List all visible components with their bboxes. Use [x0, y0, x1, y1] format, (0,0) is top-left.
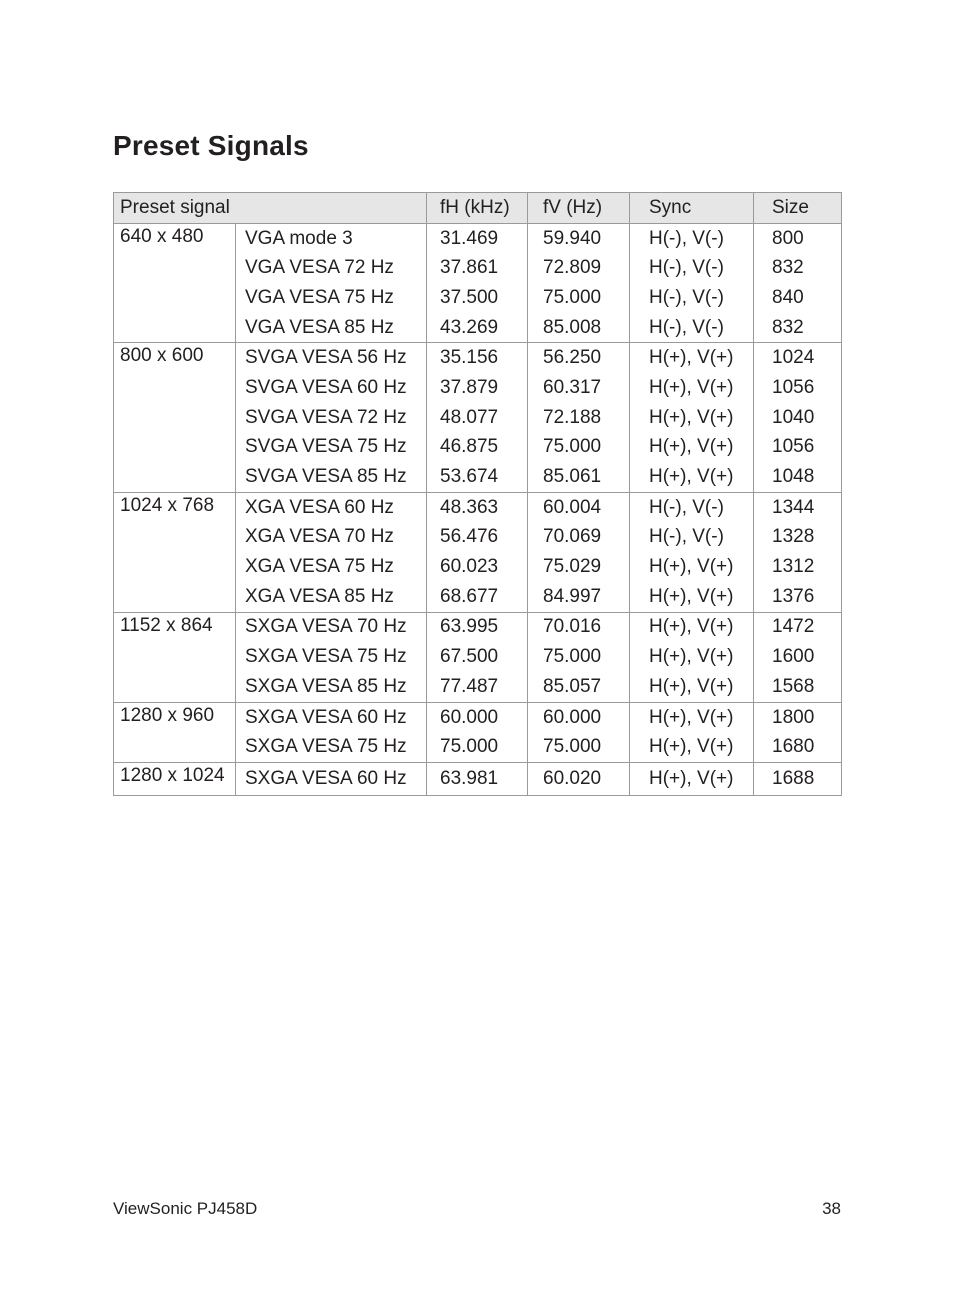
- sync-cell: H(+), V(+): [630, 582, 754, 612]
- size-cell: 840: [754, 283, 842, 313]
- fh-cell: 31.469: [427, 223, 528, 253]
- resolution-cell: 1152 x 864: [114, 612, 236, 702]
- page-number: 38: [822, 1199, 841, 1218]
- header-size: Size: [754, 193, 842, 224]
- mode-cell: SXGA VESA 75 Hz: [236, 732, 427, 762]
- fv-cell: 85.057: [528, 672, 630, 702]
- table-row: [114, 612, 842, 642]
- mode-cell: SXGA VESA 85 Hz: [236, 672, 427, 702]
- table-row: [114, 223, 842, 253]
- sync-cell: H(-), V(-): [630, 492, 754, 522]
- fh-cell: 37.500: [427, 283, 528, 313]
- mode-cell: SVGA VESA 72 Hz: [236, 403, 427, 433]
- sync-cell: H(+), V(+): [630, 343, 754, 373]
- mode-cell: VGA VESA 72 Hz: [236, 253, 427, 283]
- size-cell: 1800: [754, 702, 842, 732]
- fh-cell: 68.677: [427, 582, 528, 612]
- table-row: [114, 343, 842, 373]
- fh-cell: 48.077: [427, 403, 528, 433]
- size-cell: 1024: [754, 343, 842, 373]
- sync-cell: H(-), V(-): [630, 223, 754, 253]
- size-cell: 800: [754, 223, 842, 253]
- fv-cell: 72.809: [528, 253, 630, 283]
- page-title: Preset Signals: [113, 130, 309, 161]
- size-cell: 1472: [754, 612, 842, 642]
- preset-signals-table: [113, 192, 842, 796]
- size-cell: 832: [754, 253, 842, 283]
- fv-cell: 56.250: [528, 343, 630, 373]
- table-row: [114, 763, 842, 796]
- mode-cell: SXGA VESA 60 Hz: [236, 702, 427, 732]
- mode-cell: SVGA VESA 75 Hz: [236, 433, 427, 463]
- size-cell: 832: [754, 313, 842, 343]
- fh-cell: 60.000: [427, 702, 528, 732]
- size-cell: 1040: [754, 403, 842, 433]
- fv-cell: 72.188: [528, 403, 630, 433]
- table-header-row: [114, 193, 842, 224]
- size-cell: 1312: [754, 552, 842, 582]
- header-sync: Sync: [630, 193, 754, 224]
- sync-cell: H(+), V(+): [630, 672, 754, 702]
- size-cell: 1680: [754, 732, 842, 762]
- fh-cell: 43.269: [427, 313, 528, 343]
- fv-cell: 60.317: [528, 373, 630, 403]
- sync-cell: H(+), V(+): [630, 403, 754, 433]
- mode-cell: SXGA VESA 60 Hz: [236, 763, 427, 796]
- mode-cell: SVGA VESA 85 Hz: [236, 462, 427, 492]
- fv-cell: 75.000: [528, 732, 630, 762]
- fv-cell: 75.029: [528, 552, 630, 582]
- fv-cell: 60.000: [528, 702, 630, 732]
- mode-cell: VGA VESA 75 Hz: [236, 283, 427, 313]
- size-cell: 1048: [754, 462, 842, 492]
- fv-cell: 59.940: [528, 223, 630, 253]
- fv-cell: 70.016: [528, 612, 630, 642]
- sync-cell: H(-), V(-): [630, 253, 754, 283]
- size-cell: 1056: [754, 433, 842, 463]
- fv-cell: 85.008: [528, 313, 630, 343]
- resolution-cell: 1280 x 1024: [114, 763, 236, 796]
- sync-cell: H(+), V(+): [630, 552, 754, 582]
- sync-cell: H(+), V(+): [630, 373, 754, 403]
- table-row: [114, 702, 842, 732]
- fh-cell: 35.156: [427, 343, 528, 373]
- sync-cell: H(+), V(+): [630, 642, 754, 672]
- fh-cell: 75.000: [427, 732, 528, 762]
- header-fv: fV (Hz): [528, 193, 630, 224]
- mode-cell: VGA VESA 85 Hz: [236, 313, 427, 343]
- resolution-cell: 1280 x 960: [114, 702, 236, 762]
- sync-cell: H(-), V(-): [630, 313, 754, 343]
- mode-cell: XGA VESA 70 Hz: [236, 523, 427, 553]
- size-cell: 1600: [754, 642, 842, 672]
- footer-product-name: ViewSonic PJ458D: [113, 1199, 258, 1218]
- resolution-cell: 1024 x 768: [114, 492, 236, 612]
- mode-cell: XGA VESA 85 Hz: [236, 582, 427, 612]
- table-row: [114, 492, 842, 522]
- sync-cell: H(+), V(+): [630, 462, 754, 492]
- sync-cell: H(-), V(-): [630, 283, 754, 313]
- fv-cell: 60.020: [528, 763, 630, 796]
- mode-cell: XGA VESA 60 Hz: [236, 492, 427, 522]
- mode-cell: SXGA VESA 75 Hz: [236, 642, 427, 672]
- resolution-cell: 640 x 480: [114, 223, 236, 343]
- size-cell: 1328: [754, 523, 842, 553]
- mode-cell: SVGA VESA 60 Hz: [236, 373, 427, 403]
- fv-cell: 85.061: [528, 462, 630, 492]
- fh-cell: 37.879: [427, 373, 528, 403]
- sync-cell: H(+), V(+): [630, 732, 754, 762]
- fv-cell: 60.004: [528, 492, 630, 522]
- size-cell: 1344: [754, 492, 842, 522]
- fh-cell: 63.995: [427, 612, 528, 642]
- sync-cell: H(+), V(+): [630, 763, 754, 796]
- table-body: [114, 223, 842, 795]
- fh-cell: 60.023: [427, 552, 528, 582]
- fh-cell: 48.363: [427, 492, 528, 522]
- size-cell: 1688: [754, 763, 842, 796]
- fh-cell: 37.861: [427, 253, 528, 283]
- fh-cell: 56.476: [427, 523, 528, 553]
- mode-cell: SVGA VESA 56 Hz: [236, 343, 427, 373]
- resolution-cell: 800 x 600: [114, 343, 236, 492]
- fv-cell: 75.000: [528, 433, 630, 463]
- fv-cell: 75.000: [528, 283, 630, 313]
- header-fh: fH (kHz): [427, 193, 528, 224]
- sync-cell: H(+), V(+): [630, 612, 754, 642]
- sync-cell: H(+), V(+): [630, 433, 754, 463]
- size-cell: 1056: [754, 373, 842, 403]
- mode-cell: VGA mode 3: [236, 223, 427, 253]
- fv-cell: 70.069: [528, 523, 630, 553]
- sync-cell: H(+), V(+): [630, 702, 754, 732]
- fh-cell: 63.981: [427, 763, 528, 796]
- sync-cell: H(-), V(-): [630, 523, 754, 553]
- size-cell: 1568: [754, 672, 842, 702]
- mode-cell: SXGA VESA 70 Hz: [236, 612, 427, 642]
- fh-cell: 77.487: [427, 672, 528, 702]
- header-preset-signal: Preset signal: [114, 193, 427, 224]
- fh-cell: 67.500: [427, 642, 528, 672]
- fh-cell: 53.674: [427, 462, 528, 492]
- mode-cell: XGA VESA 75 Hz: [236, 552, 427, 582]
- size-cell: 1376: [754, 582, 842, 612]
- fv-cell: 75.000: [528, 642, 630, 672]
- fv-cell: 84.997: [528, 582, 630, 612]
- fh-cell: 46.875: [427, 433, 528, 463]
